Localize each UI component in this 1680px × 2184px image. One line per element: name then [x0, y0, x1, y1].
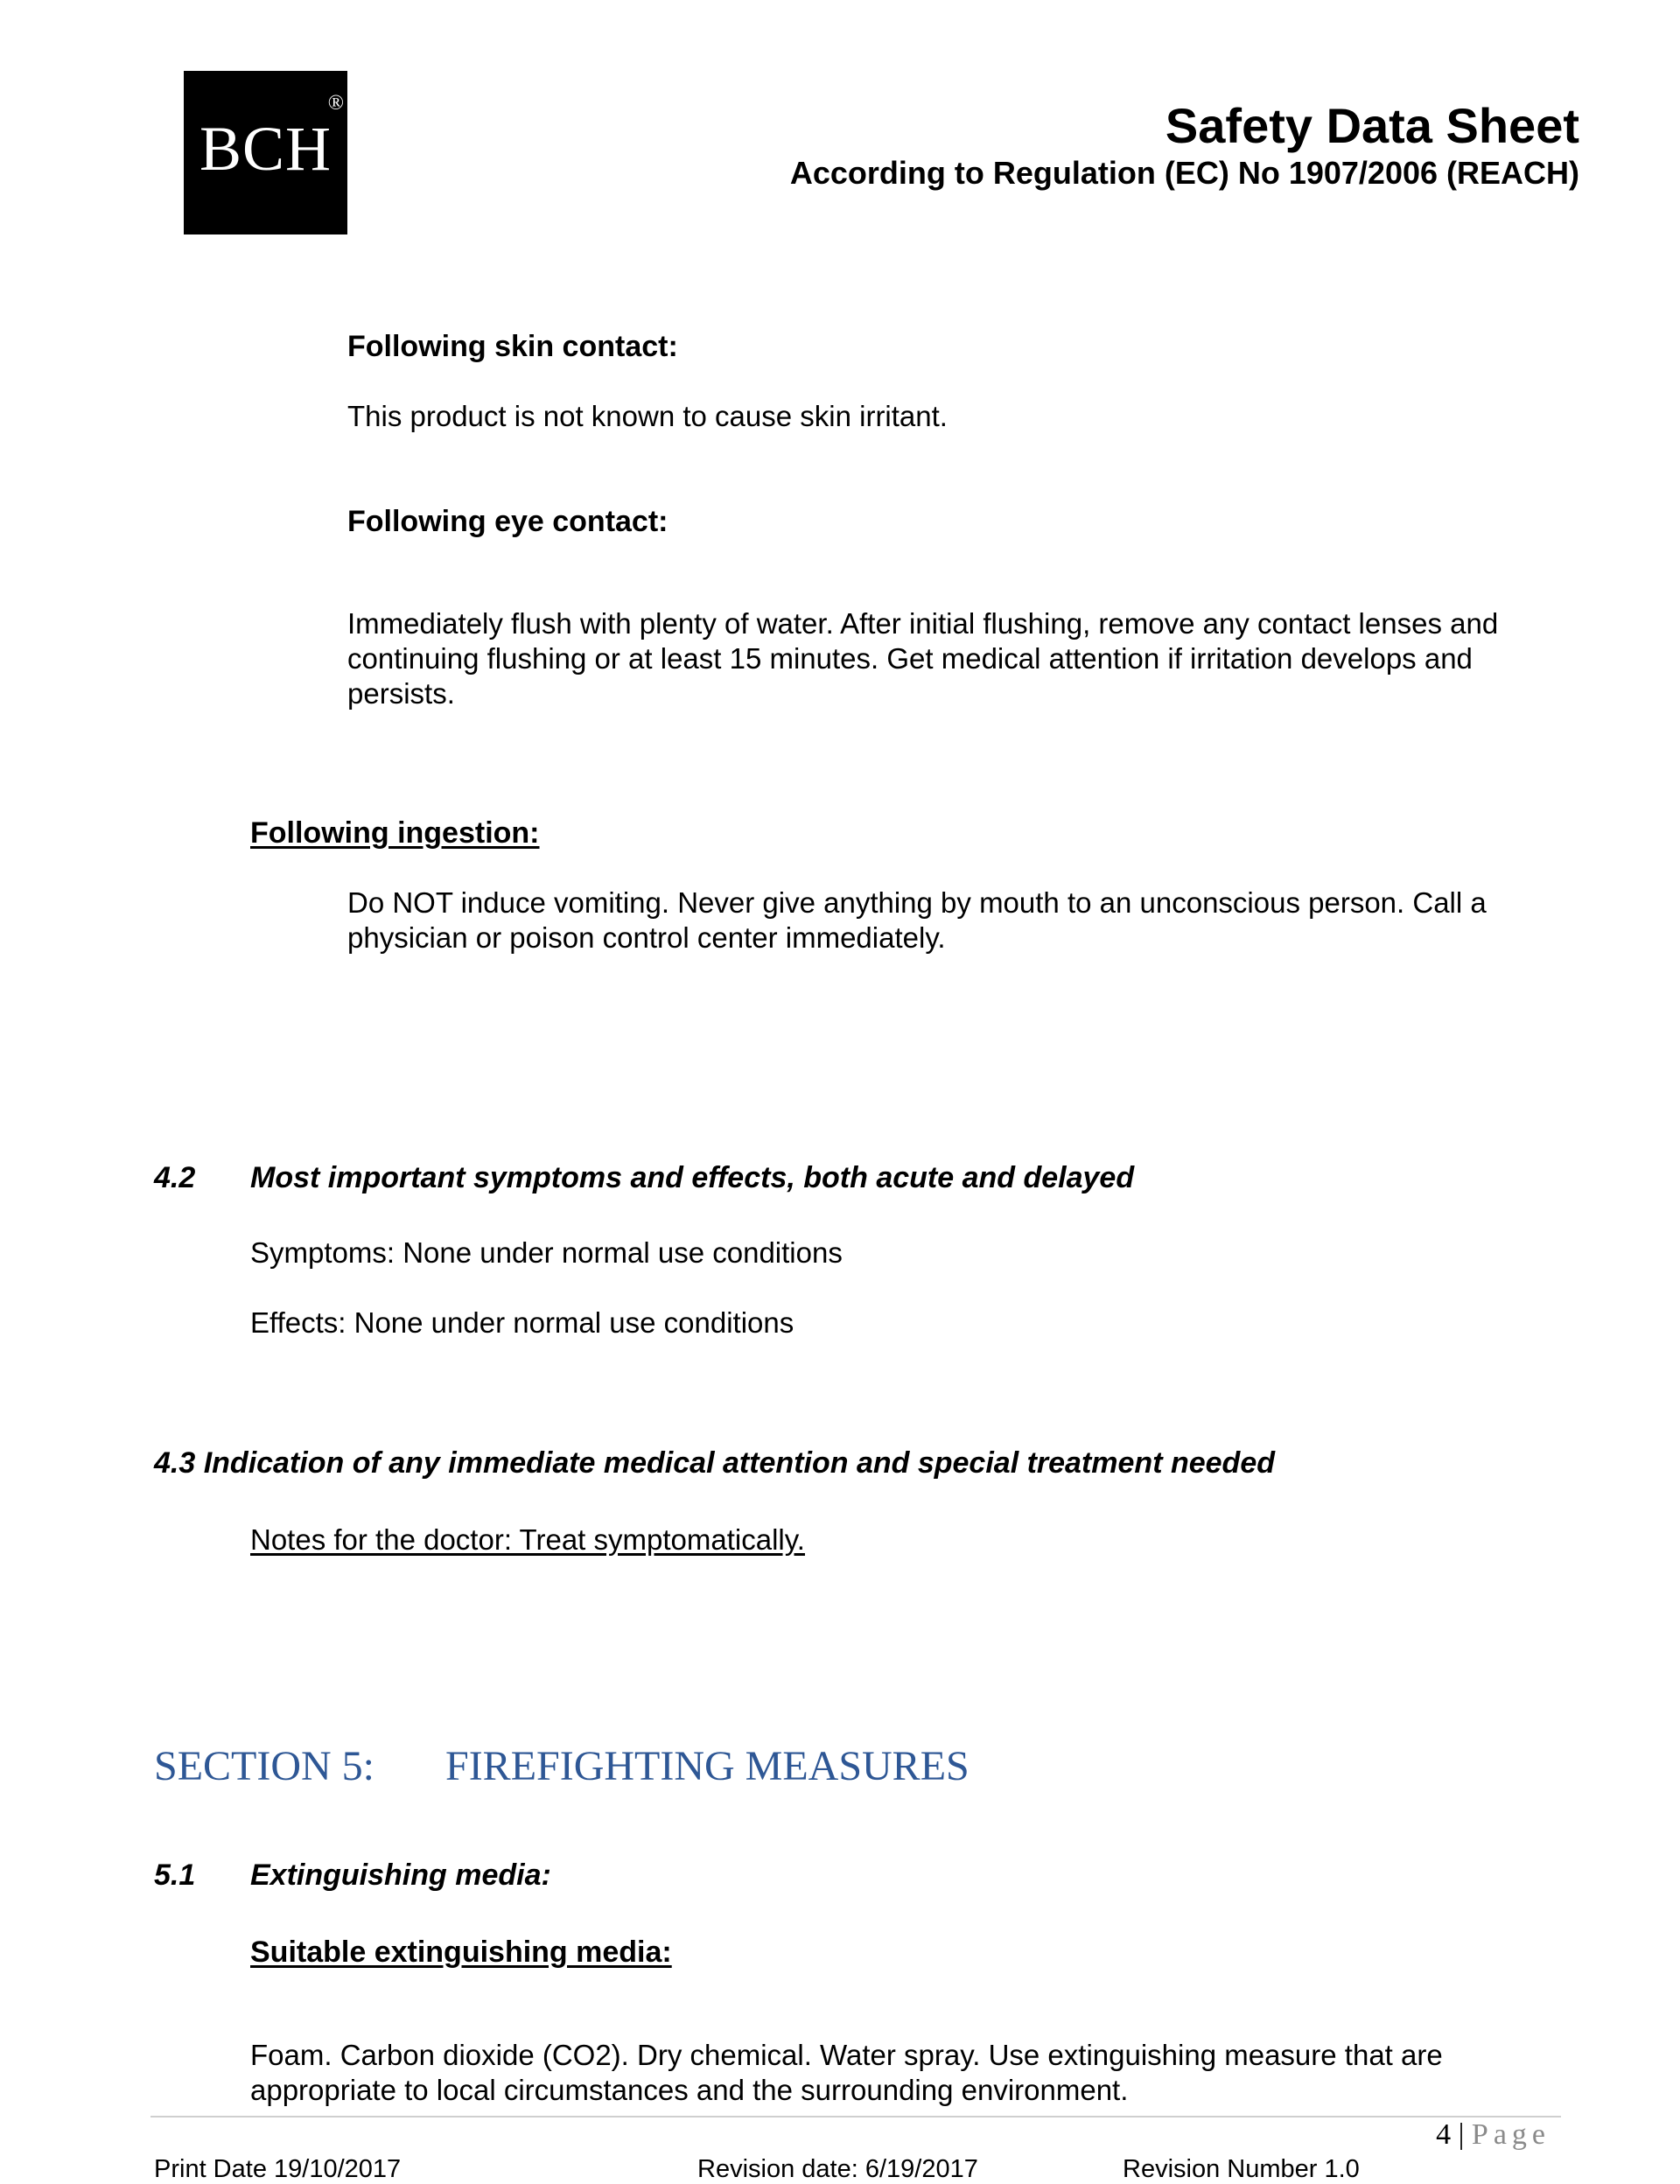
eye-contact-text: Immediately flush with plenty of water. After initial flushing, remove any contact lenses and continuing flushing or at least 15 minutes. Get medical attention if irritation develops and persists.	[347, 607, 1499, 710]
section-5-label: SECTION 5:	[154, 1743, 374, 1789]
revision-number: Revision Number 1.0	[1123, 2155, 1360, 2183]
section-5-1-number: 5.1	[154, 1858, 196, 1892]
section-5-title: FIREFIGHTING MEASURES	[445, 1743, 970, 1789]
skin-contact-text: This product is not known to cause skin irritant.	[347, 400, 948, 432]
print-date: Print Date 19/10/2017	[154, 2155, 402, 2183]
section-4-2-title: Most important symptoms and effects, both acute and delayed	[250, 1161, 1135, 1194]
page-number-value: 4	[1436, 2118, 1452, 2151]
page-number	[1436, 2118, 1550, 2152]
symptoms-text: Symptoms: None under normal use conditions	[250, 1236, 843, 1269]
section-5-1-title: Extinguishing media:	[250, 1858, 551, 1892]
page-separator: |	[1458, 2118, 1465, 2151]
page-word: Page	[1471, 2118, 1550, 2151]
ingestion-heading: Following ingestion:	[250, 816, 540, 850]
ingestion-text: Do NOT induce vomiting. Never give anything by mouth to an unconscious person. Call a physician or poison control center immediately.	[347, 886, 1487, 954]
document-subtitle: According to Regulation (EC) No 1907/2006 (REACH)	[789, 155, 1579, 191]
suitable-media-text: Foam. Carbon dioxide (CO2). Dry chemical. Water spray. Use extinguishing measure that are appropriate to local circumstances and the surrounding environment.	[250, 2039, 1443, 2106]
logo-text: BCH	[199, 114, 332, 184]
revision-date: Revision date: 6/19/2017	[697, 2155, 978, 2183]
bch-logo	[184, 71, 347, 234]
doctor-notes: Notes for the doctor: Treat symptomatically.	[250, 1523, 805, 1556]
document-title: Safety Data Sheet	[1165, 98, 1579, 153]
effects-text: Effects: None under normal use conditions	[250, 1306, 794, 1339]
section-4-2-number: 4.2	[154, 1161, 196, 1194]
skin-contact-heading: Following skin contact:	[347, 330, 678, 363]
footer-divider	[150, 2116, 1561, 2118]
section-4-3-title: 4.3 Indication of any immediate medical attention and special treatment needed	[154, 1446, 1275, 1480]
eye-contact-heading: Following eye contact:	[347, 505, 668, 538]
registered-mark: ®	[327, 92, 344, 115]
suitable-media-heading: Suitable extinguishing media:	[250, 1936, 672, 1969]
